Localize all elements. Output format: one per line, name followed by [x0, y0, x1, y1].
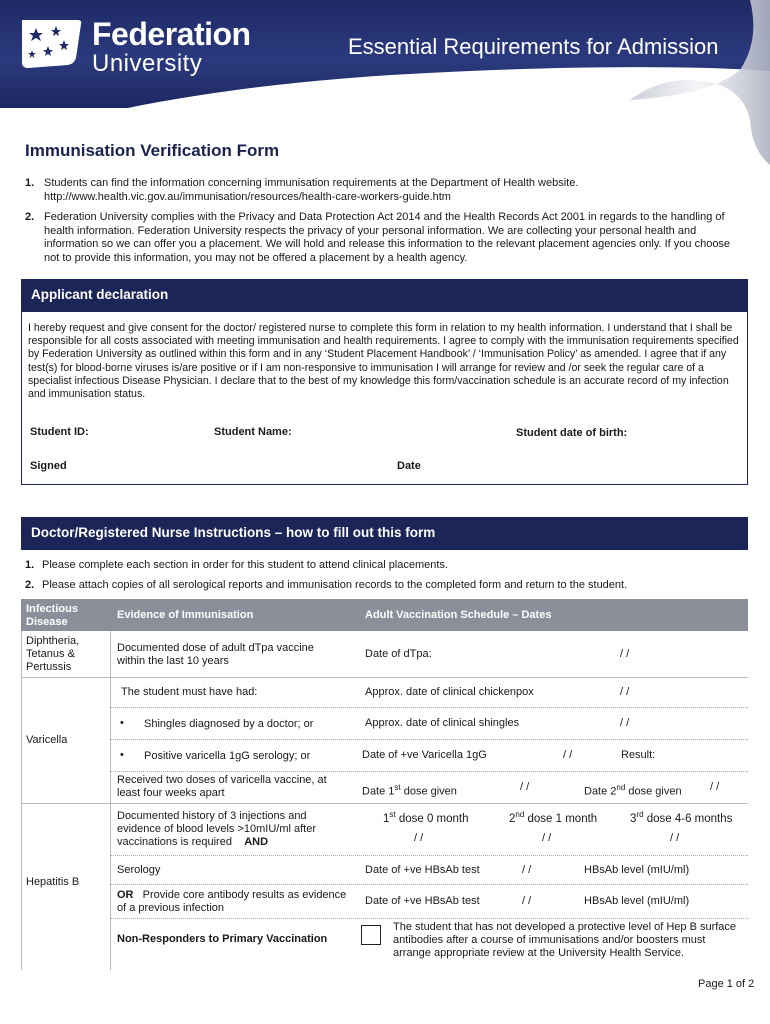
grid-line [110, 631, 111, 970]
hepb-history [117, 810, 347, 849]
varicella-dose2-label [584, 781, 682, 799]
hbsab-level-label: HBsAb level (mIU/ml) [584, 864, 690, 876]
bullet: • [120, 717, 124, 729]
grid-line [21, 803, 748, 804]
dose1-rest: dose given [400, 785, 457, 798]
dose1-text: Date 1 [362, 785, 395, 798]
hepb-core-antibody [117, 889, 347, 915]
chickenpox-date-label: Approx. date of clinical chickenpox [365, 686, 534, 698]
col-header-evidence: Evidence of Immunisation [117, 609, 254, 621]
shingles-date-label: Approx. date of clinical shingles [365, 717, 520, 729]
hbsab-level-label-2: HBsAb level (mIU/ml) [584, 895, 690, 907]
hepb-or: OR [117, 889, 134, 901]
hepb-dose1-rest: dose 0 month [395, 812, 469, 825]
col-header-schedule: Adult Vaccination Schedule – Dates [365, 609, 552, 621]
hepb-serology: Serology [117, 864, 161, 876]
hepb-dose3-label [630, 808, 732, 826]
note-text: Federation University complies with the Privacy and Data Protection Act 2014 and the Health Records Act 2001 in regards to the handling of health information. Federation University respects the privacy of your personal information. We are collecting your personal health and information so we can offer you a placement. We will hold and release this information to the relevant placement agencies only. If you choose not to provide this information, you may not be offered a placement by a health agency. [44, 211, 731, 264]
page-number: Page 1 of 2 [698, 978, 755, 990]
dose2-text: Date 2 [584, 785, 617, 798]
hepb-dose1-num: 1 [383, 812, 390, 825]
disease-hepatitis-b: Hepatitis B [26, 876, 80, 888]
hbsab-date-slashes: / / [522, 864, 532, 876]
page-curl-graphic [610, 0, 770, 165]
grid-line [110, 855, 748, 856]
disease-varicella: Varicella [26, 734, 68, 746]
hepb-dose3-num: 3 [630, 812, 637, 825]
varicella-must-have: The student must have had: [121, 686, 258, 698]
applicant-declaration-heading: Applicant declaration [21, 279, 748, 312]
hepb-dose3-sup: rd [636, 810, 644, 819]
dtpa-date-slashes: / / [620, 648, 630, 660]
student-name-label: Student Name: [214, 426, 292, 438]
instruction-item [25, 559, 448, 571]
grid-line [110, 884, 748, 885]
hbsab-date-label-2: Date of +ve HBsAb test [365, 895, 480, 907]
hepb-dose3-slashes: / / [670, 832, 680, 844]
note-text: Students can find the information concerning immunisation requirements at the Department of Health website. http://www.health.vic.gov.au/immunisation/resources/health-care-workers-guide.htm [44, 177, 579, 203]
grid-line [21, 631, 22, 970]
grid-line [110, 739, 748, 740]
non-responders-label: Non-Responders to Primary Vaccination [117, 933, 328, 945]
grid-line [110, 918, 748, 919]
signed-label: Signed [30, 460, 67, 472]
varicella-dose1-label [362, 781, 457, 799]
grid-line [110, 707, 748, 708]
page-title: Essential Requirements for Admission [348, 34, 719, 59]
varicella-serology-slashes: / / [563, 749, 573, 761]
note-number: 1. [25, 177, 35, 189]
instruction-number: 1. [25, 559, 35, 571]
date-label: Date [397, 460, 421, 472]
hepb-dose2-slashes: / / [542, 832, 552, 844]
dose1-sup: st [394, 783, 401, 792]
hepb-dose3-rest: dose 4-6 months [643, 812, 733, 825]
form-title: Immunisation Verification Form [25, 141, 280, 160]
instructions-heading: Doctor/Registered Nurse Instructions – how to fill out this form [21, 517, 748, 550]
hepb-and: AND [244, 836, 269, 848]
hepb-dose2-label [509, 808, 597, 826]
hepb-dose1-slashes: / / [414, 832, 424, 844]
note-2 [25, 211, 740, 265]
chickenpox-date-slashes: / / [620, 686, 630, 698]
logo-university: University [92, 50, 203, 77]
varicella-two-doses: Received two doses of varicella vaccine, at least four weeks apart [117, 774, 327, 799]
non-responders-checkbox[interactable] [361, 925, 381, 945]
hepb-history-text: Documented history of 3 injections and evidence of blood levels >10mIU/ml after vaccinations is required [117, 810, 317, 848]
col-header-disease: Infectious Disease [26, 603, 78, 628]
varicella-dose2-slashes: / / [710, 781, 720, 793]
varicella-result-label: Result: [621, 749, 656, 761]
shingles-date-slashes: / / [620, 717, 630, 729]
hepb-dose2-num: 2 [509, 812, 516, 825]
shingles-diagnosed: Shingles diagnosed by a doctor; or [144, 718, 314, 730]
hepb-dose1-sup: st [389, 810, 396, 819]
dose2-sup: nd [616, 783, 626, 792]
varicella-serology: Positive varicella 1gG serology; or [144, 750, 311, 762]
hbsab-date-slashes-2: / / [522, 895, 532, 907]
hepb-core-text: Provide core antibody results as evidence of a previous infection [117, 889, 347, 914]
disease-dtp: Diphtheria, Tetanus & Pertussis [26, 635, 80, 673]
evidence-dtp: Documented dose of adult dTpa vaccine within the last 10 years [117, 642, 314, 667]
student-dob-label: Student date of birth: [516, 427, 628, 439]
hepb-dose1-label [383, 808, 469, 826]
varicella-serology-date-label: Date of +ve Varicella 1gG [362, 749, 487, 761]
instruction-text: Please complete each section in order for this student to attend clinical placements. [42, 559, 449, 571]
grid-line [21, 677, 748, 678]
varicella-dose1-slashes: / / [520, 781, 530, 793]
declaration-text: I hereby request and give consent for the doctor/ registered nurse to complete this form in relation to my health information. I understand that I shall be responsible for all costs associated with meeting immunisation and health requirements. I agree to comply with the immunisation requirements specified by Federation University as outlined within this form and in any ‘Student Placement Handbook’ / ‘Immunisation Policy’ as amended. I agree that if any test(s) for blood-borne viruses is/are positive or if I am non-responsive to immunisation I will arrange for review and /or seek the regular care of a specialist infectious Disease Physician. I declare that to the best of my knowledge this form/vaccination schedule is an accurate record of my infection and immunisation status. [28, 322, 739, 401]
bullet: • [120, 749, 124, 761]
southern-cross-logo-icon [18, 14, 88, 74]
instruction-item [25, 579, 627, 591]
dtpa-date-label: Date of dTpa: [365, 648, 432, 660]
dose2-rest: dose given [625, 785, 682, 798]
instruction-number: 2. [25, 579, 35, 591]
note-1 [25, 177, 740, 205]
instruction-text: Please attach copies of all serological reports and immunisation records to the completed form and return to the student. [42, 579, 628, 591]
grid-line [110, 771, 748, 772]
note-number: 2. [25, 211, 35, 223]
hepb-dose2-rest: dose 1 month [524, 812, 598, 825]
hbsab-date-label: Date of +ve HBsAb test [365, 864, 480, 876]
non-responders-text: The student that has not developed a protective level of Hep B surface antibodies after a course of immunisations and/or boosters must arrange appropriate review at the University Health Service. [393, 921, 737, 959]
hepb-dose2-sup: nd [515, 810, 525, 819]
student-id-label: Student ID: [30, 426, 89, 438]
logo-federation: Federation [92, 16, 251, 52]
